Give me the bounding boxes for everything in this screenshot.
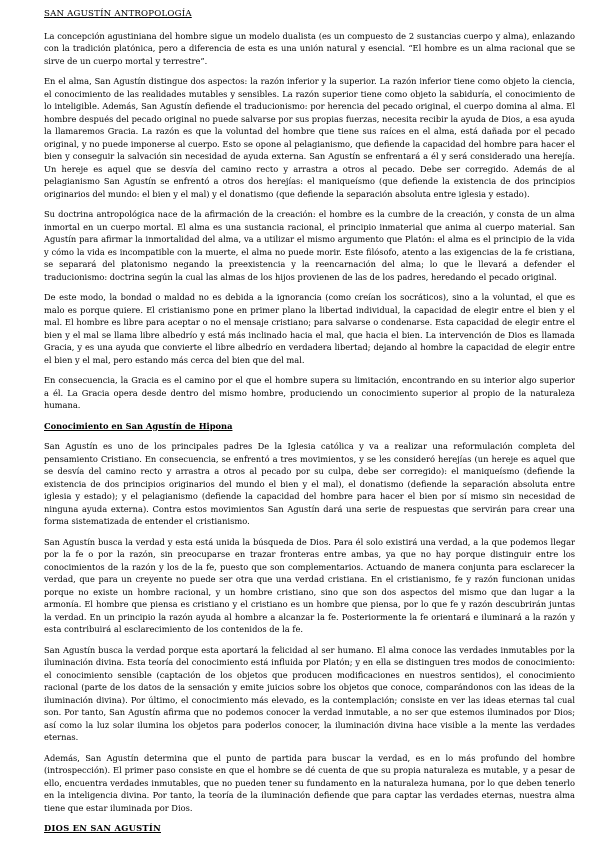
paragraph: San Agustín busca la verdad porque esta aportará la felicidad al ser humano. El alma conoce las verdades inmutables por la iluminación divina. Esta teoría del conocimiento está influida por Platón; y en ella se distinguen tres modos de conocimiento: el conocimiento sensible (captación de los objetos que producen modificaciones en nuestros sentidos), el conocimiento racional (parte de los datos de la sensación y emite juicios sobre los objetos que conoce, comparándonos con las ideas de la iluminación divina). Por último, el conocimiento más elevado, es la contemplación; consiste en ver las ideas eternas tal cual son. Por tanto, San Agustín afirma que no podemos conocer la verdad inmutable, a no ser que estemos iluminados por Dios; así como la luz solar ilumina los objetos para poderlos conocer, la iluminación divina hace visible a la mente las verdades eternas. bbox=[44, 644, 575, 742]
paragraph: De este modo, la bondad o maldad no es debida a la ignorancia (como creían los socráticos), sino a la voluntad, el que es malo es porque quiere. El cristianismo pone en primer plano la libertad individual, la capacidad de elegir entre el bien y el mal. El hombre es libre para aceptar o no el mensaje cristiano; para salvarse o condenarse. Esta capacidad de elegir entre el bien y el mal se llama libre albedrío y está más inclinado hacia el mal, que hacia el bien. La intervención de Dios es llamada Gracia, y es una ayuda que convierte el libre albedrío en verdadera libertad; dejando al hombre la capacidad de elegir entre el bien y el mal, pero estando más cerca del bien que del mal. bbox=[44, 292, 575, 365]
section-heading-conocimiento: Conocimiento en San Agustín de Hipona bbox=[44, 420, 233, 431]
paragraph: La concepción agustiniana del hombre sigue un modelo dualista (es un compuesto de 2 sustancias cuerpo y alma), enlazando con la tradición platónica, pero a diferencia de esta es una unión natural y esencial. “El hombre es un alma racional que se sirve de un cuerpo mortal y terrestre”. bbox=[44, 30, 575, 66]
paragraph: Su doctrina antropológica nace de la afirmación de la creación: el hombre es la cumbre de la creación, y consta de un alma inmortal en un cuerpo mortal. El alma es una sustancia racional, el principio inmaterial que anima al cuerpo material. San Agustín para afirmar la inmortalidad del alma, va a utilizar el mismo argumento que Platón: el alma es el principio de la vida y cómo la vida es incompatible con la muerte, el alma no puede morir. Este filósofo, atento a las exigencias de la fe cristiana, se separará del platonismo negando la preexistencia y la reencarnación del alma; lo que le llevará a defender el traducionismo: doctrina según la cual las almas de los hijos provienen de las de los padres, heredando el pecado original. bbox=[44, 209, 575, 282]
paragraph: Además, San Agustín determina que el punto de partida para buscar la verdad, es en lo más profundo del hombre (introspección). El primer paso consiste en que el hombre se dé cuenta de que su propia naturaleza es mutable, y a pesar de ello, encuentra verdades inmutables, que no pueden tener su fundamento en la naturaleza humana, por lo que deben tenerlo en la inteligencia divina. Por tanto, la teoría de la iluminación defiende que para captar las verdades eternas, nuestra alma tiene que estar iluminada por Dios. bbox=[44, 752, 575, 813]
paragraph: En consecuencia, la Gracia es el camino por el que el hombre supera su limitación, encontrando en su interior algo superior a él. La Gracia opera desde dentro del mismo hombre, produciendo un conocimiento superior al propio de la naturaleza humana. bbox=[44, 375, 575, 410]
paragraph: San Agustín busca la verdad y esta está unida la búsqueda de Dios. Para él solo existirá una verdad, a la que podemos llegar por la fe o por la razón, sin preocuparse en trazar fronteras entre ambas, ya que no hay porque distinguir entre los conocimientos de la razón y los de la fe, puesto que son complementarios. Actuando de manera conjunta para esclarecer la verdad, que para un creyente no puede ser otra que una verdad cristiana. En el cristianismo, fe y razón funcionan unidas porque no existe un hombre racional, y un hombre cristiano, sino que son dos aspectos del mismo que dan lugar a la armonía. El hombre que piensa es cristiano y el cristiano es un hombre que piensa, por lo que fe y razón descubrirán juntas la verdad. En un principio la razón ayuda al hombre a alcanzar la fe. Posteriormente la fe orientará e iluminará a la razón y esta contribuirá al esclarecimiento de los contenidos de la fe. bbox=[44, 536, 575, 634]
document-title: SAN AGUSTÍN ANTROPOLOGÍA bbox=[44, 9, 192, 19]
section-heading-dios: DIOS EN SAN AGUSTÍN bbox=[44, 823, 161, 833]
paragraph: En el alma, San Agustín distingue dos aspectos: la razón inferior y la superior. La razón inferior tiene como objeto la ciencia, el conocimiento de las realidades mutables y sensibles. La razón superior tiene como objeto la sabiduría, el conocimiento de lo inteligible. Además, San Agustín defiende el traducionismo: por herencia del pecado original, el cuerpo domina al alma. El hombre después del pecado original no puede salvarse por sus propias fuerzas, necesita recibir la ayuda de Dios, a esa ayuda la llamaremos Gracia. La razón es que la voluntad del hombre que tiene sus raíces en el alma, está dañada por el pecado original, y no puede imponerse al cuerpo. Esto se opone al pelagianismo, que defiende la capacidad del hombre para hacer el bien y conseguir la salvación sin necesidad de ayuda externa. San Agustín se enfrentará a él y será considerado una herejía. Un hereje es aquel que se desvía del camino recto y arrastra a otros al pecado. Debe ser corregido. Además de al pelagianismo San Agustín se enfrentó a otros dos herejías: el maniqueísmo (que defiende la existencia de dos principios originarios del mundo: el bien y el mal) y el donatismo (que defiende la separación absoluta entre iglesia y estado). bbox=[44, 76, 575, 199]
paragraph: San Agustín es uno de los principales padres De la Iglesia católica y va a realizar una reformulación completa del pensamiento Cristiano. En consecuencia, se enfrentó a tres movimientos, y se les consideró herejías (un hereje es aquel que se desvía del camino recto y arrastra a otros al pecado por su culpa, debe ser corregido): el maniqueísmo (defiende la existencia de dos principios originarios del mundo el bien y el mal), el donatismo (defiende la separación absoluta entre iglesia y estado); y el pelagianismo (defiende la capacidad del hombre para hacer el bien por sí mismo sin necesidad de ninguna ayuda externa). Contra estos movimientos San Agustín dará una serie de respuestas que servirán para crear una forma sistematizada de entender el cristianismo. bbox=[44, 441, 575, 526]
